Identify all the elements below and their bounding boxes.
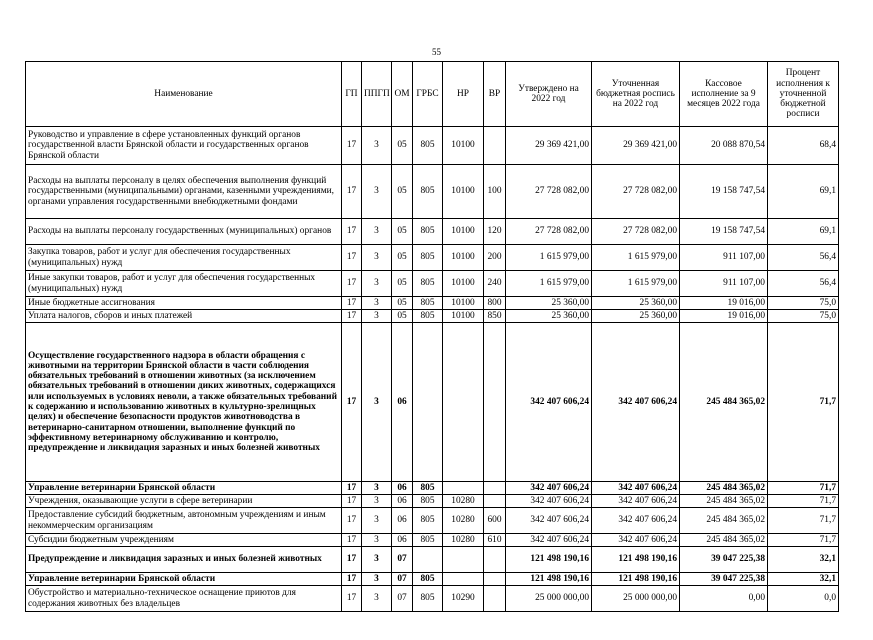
cell-om: 07 <box>392 573 413 586</box>
cell-om: 06 <box>392 495 413 508</box>
header-refined: Уточненная бюджетная роспись на 2022 год <box>592 62 680 127</box>
cell-refined: 1 615 979,00 <box>592 271 680 297</box>
cell-ppgp: 3 <box>362 534 392 547</box>
cell-nr: 10100 <box>443 245 484 271</box>
cell-grbs: 805 <box>413 219 443 245</box>
table-row <box>26 127 839 165</box>
cell-gp: 17 <box>342 534 362 547</box>
cell-name: Предоставление субсидий бюджетным, автономным учреждениям и иным некоммерческим организациям <box>26 508 342 534</box>
cell-percent: 56,4 <box>768 245 839 271</box>
cell-name: Обустройство и материально-техническое оснащение приютов для содержания животных без владельцев <box>26 586 342 612</box>
cell-refined: 342 407 606,24 <box>592 534 680 547</box>
cell-grbs <box>413 323 443 482</box>
cell-approved: 29 369 421,00 <box>506 127 592 165</box>
cell-gp: 17 <box>342 245 362 271</box>
cell-ppgp: 3 <box>362 508 392 534</box>
cell-name: Управление ветеринарии Брянской области <box>26 573 342 586</box>
cell-om: 05 <box>392 310 413 323</box>
cell-gp: 17 <box>342 495 362 508</box>
cell-nr: 10100 <box>443 219 484 245</box>
cell-om: 05 <box>392 271 413 297</box>
cell-percent: 0,0 <box>768 586 839 612</box>
cell-percent: 71,7 <box>768 323 839 482</box>
cell-nr: 10280 <box>443 534 484 547</box>
cell-gp: 17 <box>342 573 362 586</box>
cell-percent: 75,0 <box>768 310 839 323</box>
cell-ppgp: 3 <box>362 547 392 573</box>
cell-refined: 1 615 979,00 <box>592 245 680 271</box>
cell-ppgp: 3 <box>362 245 392 271</box>
cell-refined: 342 407 606,24 <box>592 495 680 508</box>
cell-refined: 27 728 082,00 <box>592 219 680 245</box>
cell-executed: 245 484 365,02 <box>680 534 768 547</box>
cell-percent: 68,4 <box>768 127 839 165</box>
cell-nr: 10290 <box>443 586 484 612</box>
cell-gp: 17 <box>342 165 362 219</box>
cell-om: 06 <box>392 323 413 482</box>
cell-refined: 29 369 421,00 <box>592 127 680 165</box>
table-row <box>26 323 839 482</box>
cell-refined: 25 360,00 <box>592 310 680 323</box>
cell-refined: 342 407 606,24 <box>592 482 680 495</box>
cell-approved: 121 498 190,16 <box>506 573 592 586</box>
table-row <box>26 547 839 573</box>
cell-grbs: 805 <box>413 573 443 586</box>
cell-refined: 27 728 082,00 <box>592 165 680 219</box>
cell-name: Иные бюджетные ассигнования <box>26 297 342 310</box>
cell-ppgp: 3 <box>362 297 392 310</box>
cell-executed: 245 484 365,02 <box>680 508 768 534</box>
cell-ppgp: 3 <box>362 127 392 165</box>
cell-executed: 911 107,00 <box>680 271 768 297</box>
cell-vr <box>484 127 506 165</box>
cell-nr: 10280 <box>443 508 484 534</box>
cell-vr: 850 <box>484 310 506 323</box>
cell-grbs: 805 <box>413 508 443 534</box>
cell-approved: 342 407 606,24 <box>506 323 592 482</box>
cell-approved: 27 728 082,00 <box>506 219 592 245</box>
table-row <box>26 165 839 219</box>
cell-gp: 17 <box>342 323 362 482</box>
cell-approved: 121 498 190,16 <box>506 547 592 573</box>
table-row <box>26 297 839 310</box>
cell-name: Уплата налогов, сборов и иных платежей <box>26 310 342 323</box>
cell-om: 07 <box>392 586 413 612</box>
cell-ppgp: 3 <box>362 310 392 323</box>
cell-grbs: 805 <box>413 495 443 508</box>
cell-om: 06 <box>392 534 413 547</box>
cell-executed: 245 484 365,02 <box>680 482 768 495</box>
cell-approved: 25 000 000,00 <box>506 586 592 612</box>
header-name: Наименование <box>26 62 342 127</box>
header-row <box>26 62 839 127</box>
cell-nr: 10280 <box>443 495 484 508</box>
cell-name: Расходы на выплаты персоналу государственных (муниципальных) органов <box>26 219 342 245</box>
cell-grbs: 805 <box>413 165 443 219</box>
header-nr: НР <box>443 62 484 127</box>
cell-grbs: 805 <box>413 310 443 323</box>
cell-name: Руководство и управление в сфере установленных функций органов государственной власти Брянской области и государственных органов Брянской области <box>26 127 342 165</box>
cell-name: Управление ветеринарии Брянской области <box>26 482 342 495</box>
cell-executed: 39 047 225,38 <box>680 547 768 573</box>
cell-vr <box>484 323 506 482</box>
cell-nr: 10100 <box>443 310 484 323</box>
cell-om: 05 <box>392 127 413 165</box>
cell-vr: 120 <box>484 219 506 245</box>
cell-vr <box>484 482 506 495</box>
cell-refined: 121 498 190,16 <box>592 573 680 586</box>
cell-grbs: 805 <box>413 534 443 547</box>
cell-grbs: 805 <box>413 297 443 310</box>
cell-approved: 342 407 606,24 <box>506 482 592 495</box>
cell-percent: 71,7 <box>768 495 839 508</box>
cell-gp: 17 <box>342 482 362 495</box>
cell-approved: 25 360,00 <box>506 297 592 310</box>
cell-approved: 342 407 606,24 <box>506 534 592 547</box>
table-row <box>26 508 839 534</box>
header-ppgp: ППГП <box>362 62 392 127</box>
cell-gp: 17 <box>342 297 362 310</box>
cell-executed: 20 088 870,54 <box>680 127 768 165</box>
cell-om: 06 <box>392 482 413 495</box>
cell-approved: 1 615 979,00 <box>506 271 592 297</box>
header-om: ОМ <box>392 62 413 127</box>
cell-approved: 27 728 082,00 <box>506 165 592 219</box>
cell-ppgp: 3 <box>362 219 392 245</box>
table-row <box>26 586 839 612</box>
cell-percent: 75,0 <box>768 297 839 310</box>
cell-refined: 342 407 606,24 <box>592 323 680 482</box>
cell-ppgp: 3 <box>362 271 392 297</box>
cell-percent: 32,1 <box>768 573 839 586</box>
cell-refined: 25 000 000,00 <box>592 586 680 612</box>
cell-approved: 342 407 606,24 <box>506 495 592 508</box>
table-row <box>26 271 839 297</box>
cell-ppgp: 3 <box>362 482 392 495</box>
cell-gp: 17 <box>342 310 362 323</box>
cell-gp: 17 <box>342 271 362 297</box>
cell-om: 07 <box>392 547 413 573</box>
header-executed: Кассовое исполнение за 9 месяцев 2022 года <box>680 62 768 127</box>
cell-approved: 1 615 979,00 <box>506 245 592 271</box>
header-approved: Утверждено на 2022 год <box>506 62 592 127</box>
cell-vr <box>484 495 506 508</box>
table-row <box>26 534 839 547</box>
cell-ppgp: 3 <box>362 573 392 586</box>
cell-name: Субсидии бюджетным учреждениям <box>26 534 342 547</box>
cell-vr: 100 <box>484 165 506 219</box>
cell-name: Предупреждение и ликвидация заразных и иных болезней животных <box>26 547 342 573</box>
cell-vr <box>484 547 506 573</box>
cell-vr <box>484 573 506 586</box>
cell-grbs: 805 <box>413 271 443 297</box>
cell-vr: 610 <box>484 534 506 547</box>
table-row <box>26 245 839 271</box>
cell-ppgp: 3 <box>362 586 392 612</box>
budget-execution-table <box>25 61 839 612</box>
cell-vr: 240 <box>484 271 506 297</box>
cell-nr: 10100 <box>443 297 484 310</box>
cell-gp: 17 <box>342 586 362 612</box>
cell-nr: 10100 <box>443 127 484 165</box>
cell-refined: 25 360,00 <box>592 297 680 310</box>
cell-vr: 800 <box>484 297 506 310</box>
cell-name: Закупка товаров, работ и услуг для обеспечения государственных (муниципальных) нужд <box>26 245 342 271</box>
cell-ppgp: 3 <box>362 495 392 508</box>
cell-refined: 121 498 190,16 <box>592 547 680 573</box>
cell-nr: 10100 <box>443 165 484 219</box>
cell-name: Учреждения, оказывающие услуги в сфере ветеринарии <box>26 495 342 508</box>
cell-percent: 71,7 <box>768 508 839 534</box>
cell-ppgp: 3 <box>362 323 392 482</box>
cell-executed: 19 158 747,54 <box>680 219 768 245</box>
cell-approved: 342 407 606,24 <box>506 508 592 534</box>
cell-name: Осуществление государственного надзора в области обращения с животными на территории Брянской области в части соблюдения обязательных требований в отношении животных (за исключением обязательных требований в отношении диких животных, содержащихся или используемых в условиях неволи, а также обязательных требований к содержанию и использованию животных в культурно-зрелищных целях) и обеспечение безопасности продуктов животноводства в ветеринарно-санитарном отношении, выполнение функций по эффективному ветеринарному обслуживанию и контролю, предупреждение и ликвидация заразных и иных болезней животных <box>26 323 342 482</box>
cell-grbs: 805 <box>413 127 443 165</box>
header-percent: Процент исполнения к уточненной бюджетной росписи <box>768 62 839 127</box>
cell-name: Расходы на выплаты персоналу в целях обеспечения выполнения функций государственными (муниципальными) органами, казенными учреждениями, органами управления государственными внебюджетными фондами <box>26 165 342 219</box>
cell-vr: 600 <box>484 508 506 534</box>
table-row <box>26 573 839 586</box>
cell-om: 05 <box>392 165 413 219</box>
cell-name: Иные закупки товаров, работ и услуг для обеспечения государственных (муниципальных) нужд <box>26 271 342 297</box>
cell-nr: 10100 <box>443 271 484 297</box>
cell-nr <box>443 573 484 586</box>
cell-percent: 56,4 <box>768 271 839 297</box>
cell-om: 05 <box>392 297 413 310</box>
table-row <box>26 219 839 245</box>
cell-refined: 342 407 606,24 <box>592 508 680 534</box>
cell-om: 06 <box>392 508 413 534</box>
cell-gp: 17 <box>342 547 362 573</box>
header-gp: ГП <box>342 62 362 127</box>
cell-approved: 25 360,00 <box>506 310 592 323</box>
cell-executed: 19 016,00 <box>680 297 768 310</box>
table-row <box>26 482 839 495</box>
cell-grbs: 805 <box>413 482 443 495</box>
cell-grbs: 805 <box>413 245 443 271</box>
cell-executed: 245 484 365,02 <box>680 323 768 482</box>
cell-gp: 17 <box>342 508 362 534</box>
cell-executed: 39 047 225,38 <box>680 573 768 586</box>
cell-om: 05 <box>392 219 413 245</box>
cell-executed: 0,00 <box>680 586 768 612</box>
cell-vr <box>484 586 506 612</box>
header-vr: ВР <box>484 62 506 127</box>
cell-gp: 17 <box>342 219 362 245</box>
cell-executed: 19 158 747,54 <box>680 165 768 219</box>
cell-percent: 69,1 <box>768 165 839 219</box>
cell-executed: 911 107,00 <box>680 245 768 271</box>
cell-om: 05 <box>392 245 413 271</box>
cell-percent: 71,7 <box>768 482 839 495</box>
cell-vr: 200 <box>484 245 506 271</box>
header-grbs: ГРБС <box>413 62 443 127</box>
page-number: 55 <box>432 47 441 57</box>
table-row <box>26 310 839 323</box>
cell-executed: 19 016,00 <box>680 310 768 323</box>
cell-percent: 32,1 <box>768 547 839 573</box>
cell-nr <box>443 482 484 495</box>
cell-percent: 71,7 <box>768 534 839 547</box>
cell-nr <box>443 323 484 482</box>
table-row <box>26 495 839 508</box>
cell-nr <box>443 547 484 573</box>
cell-grbs: 805 <box>413 586 443 612</box>
cell-executed: 245 484 365,02 <box>680 495 768 508</box>
cell-ppgp: 3 <box>362 165 392 219</box>
cell-gp: 17 <box>342 127 362 165</box>
cell-grbs <box>413 547 443 573</box>
cell-percent: 69,1 <box>768 219 839 245</box>
